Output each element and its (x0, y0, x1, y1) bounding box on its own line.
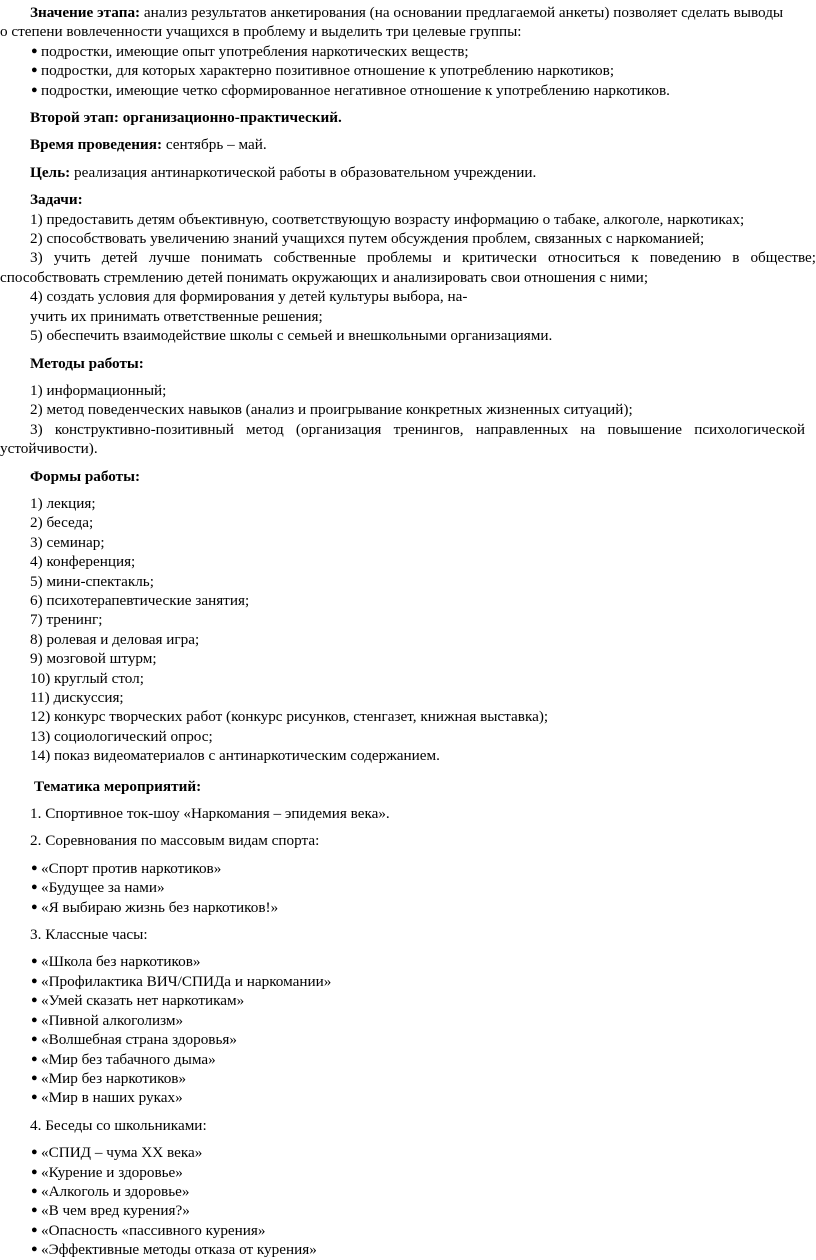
group-item: ● подростки, имеющие четко сформированное негативное отношение к употреблению наркотиков. (31, 81, 670, 99)
topic-list (0, 952, 816, 1107)
topic-item: ● «Будущее за нами» (31, 879, 165, 897)
task-item: 3) учить детей лучше понимать собственные проблемы и критически относиться к поведению в обществе; (30, 249, 816, 267)
form-item: 6) психотерапевтические занятия; (30, 591, 250, 609)
bullet-icon: ● (31, 955, 38, 968)
bullet-icon: ● (31, 1184, 38, 1197)
topics-heading: Тематика мероприятий: (34, 777, 202, 795)
bullet-icon: ● (31, 1146, 38, 1159)
form-item: 12) конкурс творческих работ (конкурс рисунков, стенгазет, книжная выставка); (30, 708, 549, 726)
task-item: 4) создать условия для формирования у детей культуры выбора, на- (30, 288, 468, 306)
task-item: 2) способствовать увеличению знаний учащихся путем обсуждения проблем, связанных с наркоманией; (30, 230, 705, 248)
stage2-title: Второй этап: организационно-практический. (30, 109, 342, 127)
bullet-icon: ● (31, 1091, 38, 1104)
form-item: 2) беседа; (30, 514, 94, 532)
form-item: 10) круглый стол; (30, 669, 144, 687)
topic-item: ● «Спорт против наркотиков» (31, 859, 222, 877)
topic-section: 4. Беседы со школьниками: (30, 1116, 207, 1134)
topic-item: ● «Алкоголь и здоровье» (31, 1182, 190, 1200)
bullet-icon: ● (31, 1013, 38, 1026)
group-item: ● подростки, имеющие опыт употребления наркотических веществ; (31, 42, 469, 60)
intro-line2: о степени вовлеченности учащихся в проблему и выделить три целевые группы: (0, 23, 522, 41)
task-item: 1) предоставить детям объективную, соответствующую возрасту информацию о табаке, алкоголе, наркотиках; (30, 210, 745, 228)
stage2-time: Время проведения: сентябрь – май. (30, 136, 267, 154)
bullet-icon: ● (31, 83, 38, 96)
bullet-icon: ● (31, 64, 38, 77)
bullet-icon: ● (31, 1204, 38, 1217)
task-item-cont: учить их принимать ответственные решения; (30, 307, 323, 325)
bullet-icon: ● (31, 881, 38, 894)
methods-heading: Методы работы: (30, 354, 144, 372)
form-item: 14) показ видеоматериалов с антинаркотическим содержанием. (30, 747, 440, 765)
intro-text-1: анализ результатов анкетирования (на основании предлагаемой анкеты) позволяет сделать выводы (140, 4, 784, 21)
topic-item: ● «Опасность «пассивного курения» (31, 1221, 266, 1239)
bullet-icon: ● (31, 900, 38, 913)
bullet-icon: ● (31, 1052, 38, 1065)
method-item-cont: устойчивости). (0, 440, 98, 458)
topic-list (0, 1143, 816, 1259)
form-item: 7) тренинг; (30, 611, 103, 629)
method-item: 3) конструктивно-позитивный метод (организация тренингов, направленных на повышение психологической (30, 420, 805, 438)
topic-item: ● «Школа без наркотиков» (31, 953, 201, 971)
topic-item: ● «Мир в наших руках» (31, 1089, 183, 1107)
topic-item: ● «Я выбираю жизнь без наркотиков!» (31, 898, 279, 916)
bullet-icon: ● (31, 1033, 38, 1046)
topic-item: ● «Мир без табачного дыма» (31, 1050, 216, 1068)
bullet-icon: ● (31, 44, 38, 57)
form-item: 1) лекция; (30, 494, 96, 512)
topic-item: ● «Профилактика ВИЧ/СПИДа и наркомании» (31, 972, 332, 990)
topic-item: ● «В чем вред курения?» (31, 1202, 190, 1220)
topic-item: ● «СПИД – чума XX века» (31, 1144, 203, 1162)
bullet-icon: ● (31, 1165, 38, 1178)
form-item: 11) дискуссия; (30, 689, 124, 706)
method-item: 1) информационный; (30, 381, 167, 399)
topic-section: 1. Спортивное ток-шоу «Наркомания – эпидемия века». (30, 805, 390, 823)
form-item: 4) конференция; (30, 553, 136, 571)
task-item: 5) обеспечить взаимодействие школы с семьей и внешкольными организациями. (30, 327, 553, 345)
bullet-icon: ● (31, 1071, 38, 1084)
topic-item: ● «Эффективные методы отказа от курения» (31, 1241, 317, 1259)
form-item: 5) мини-спектакль; (30, 572, 154, 590)
topic-list (0, 859, 816, 917)
topic-item: ● «Волшебная страна здоровья» (31, 1031, 237, 1049)
form-item: 3) семинар; (30, 533, 105, 551)
topic-item: ● «Пивной алкоголизм» (31, 1011, 184, 1029)
intro-label: Значение этапа: (30, 4, 141, 21)
group-item: ● подростки, для которых характерно позитивное отношение к употреблению наркотиков; (31, 62, 615, 80)
topic-section: 3. Классные часы: (30, 926, 148, 944)
form-item: 8) ролевая и деловая игра; (30, 630, 200, 648)
document-page (0, 3, 816, 1260)
topic-section: 2. Соревнования по массовым видам спорта: (30, 832, 320, 850)
topic-item: ● «Курение и здоровье» (31, 1163, 183, 1181)
bullet-icon: ● (31, 994, 38, 1007)
topic-item: ● «Умей сказать нет наркотикам» (31, 992, 245, 1010)
task-item-cont: способствовать стремлению детей понимать окружающих и анализировать свои отношения с ними; (0, 268, 649, 286)
stage2-goal: Цель: реализация антинаркотической работы в образовательном учреждении. (30, 163, 537, 181)
tasks-heading: Задачи: (30, 191, 83, 209)
method-item: 2) метод поведенческих навыков (анализ и проигрывание конкретных жизненных ситуаций); (30, 401, 633, 419)
bullet-icon: ● (31, 1243, 38, 1256)
bullet-icon: ● (31, 861, 38, 874)
bullet-icon: ● (31, 1223, 38, 1236)
intro-line1 (0, 3, 816, 22)
topic-item: ● «Мир без наркотиков» (31, 1069, 187, 1087)
bullet-icon: ● (31, 974, 38, 987)
form-item: 9) мозговой штурм; (30, 650, 157, 668)
forms-heading: Формы работы: (30, 467, 141, 485)
form-item: 13) социологический опрос; (30, 727, 213, 745)
forms-list (0, 494, 816, 766)
